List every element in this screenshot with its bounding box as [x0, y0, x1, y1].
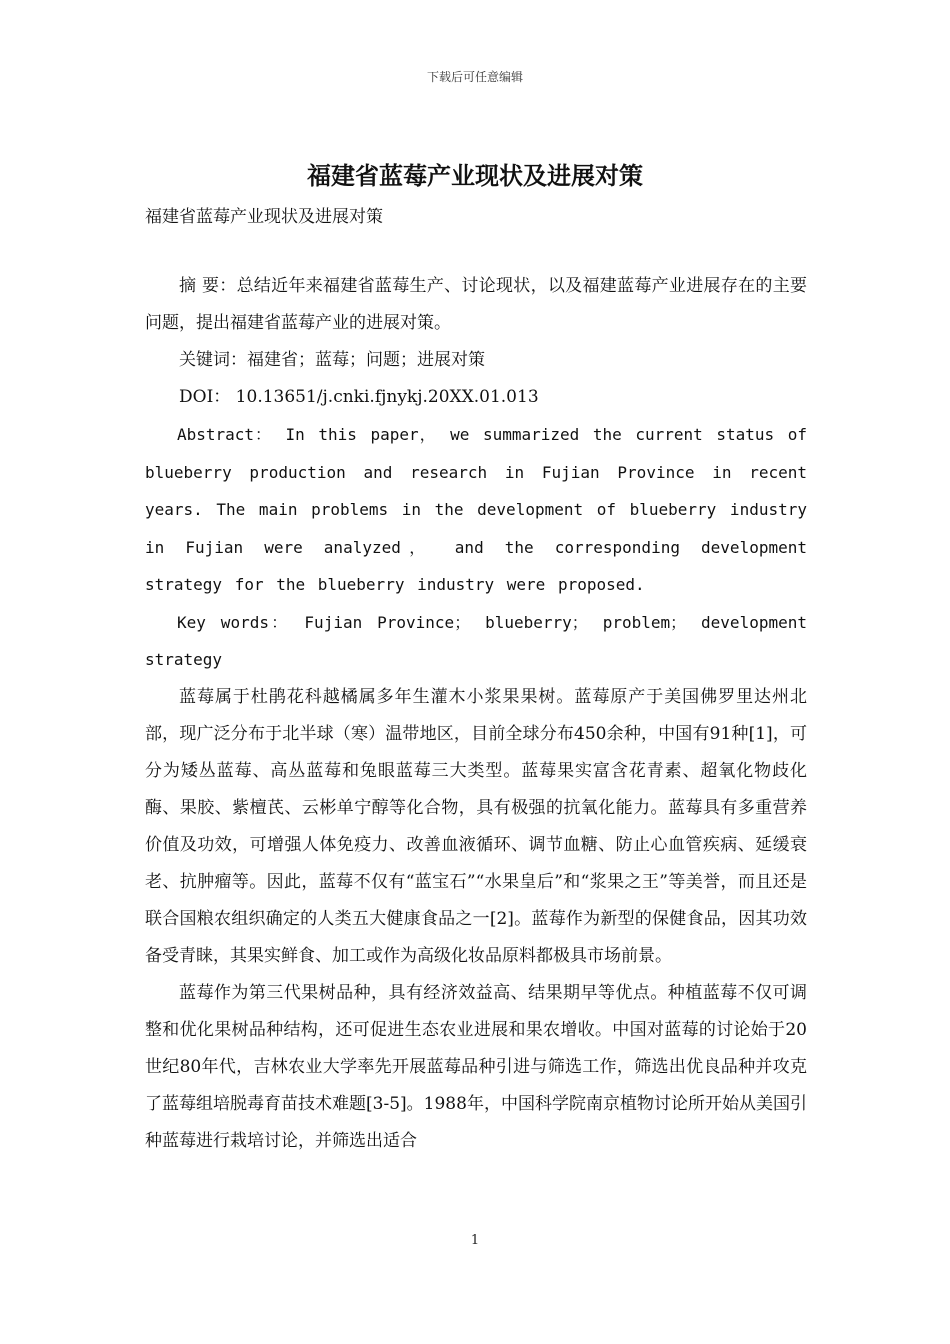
document-body	[145, 268, 807, 1160]
document-subtitle: 福建省蓝莓产业现状及进展对策	[145, 207, 383, 227]
abstract-cn: 摘 要：总结近年来福建省蓝莓生产、讨论现状，以及福建蓝莓产业进展存在的主要问题，提出福建省蓝莓产业的进展对策。	[145, 276, 807, 333]
body-paragraph-2: 蓝莓作为第三代果树品种，具有经济效益高、结果期早等优点。种植蓝莓不仅可调整和优化果树品种结构，还可促进生态农业进展和果农增收。中国对蓝莓的讨论始于20世纪80年代，吉林农业大学率先开展蓝莓品种引进与筛选工作，筛选出优良品种并攻克了蓝莓组培脱毒育苗技术难题[3-5]。1988年，中国科学院南京植物讨论所开始从美国引种蓝莓进行栽培讨论，并筛选出适合	[145, 982, 807, 1151]
abstract-en: Abstract： In this paper， we summarized the current status of blueberry production and research in Fujian Province in recent years. The main problems in the development of blueberry industry in Fujian were analyzed， and the corresponding development strategy for the blueberry industry were proposed.	[145, 425, 807, 594]
body-paragraph-1: 蓝莓属于杜鹃花科越橘属多年生灌木小浆果果树。蓝莓原产于美国佛罗里达州北部，现广泛分布于北半球（寒）温带地区，目前全球分布450余种，中国有91种[1]，可分为矮丛蓝莓、高丛蓝莓和兔眼蓝莓三大类型。蓝莓果实富含花青素、超氧化物歧化酶、果胶、紫檀芪、云彬单宁醇等化合物，具有极强的抗氧化能力。蓝莓具有多重营养价值及功效，可增强人体免疫力、改善血液循环、调节血糖、防止心血管疾病、延缓衰老、抗肿瘤等。因此，蓝莓不仅有“蓝宝石”“水果皇后”和“浆果之王”等美誉，而且还是联合国粮农组织确定的人类五大健康食品之一[2]。蓝莓作为新型的保健食品，因其功效备受青睐，其果实鲜食、加工或作为高级化妆品原料都极具市场前景。	[145, 686, 807, 966]
header-note: 下载后可任意编辑	[426, 70, 523, 84]
keywords-cn: 关键词：福建省；蓝莓；问题；进展对策	[179, 350, 485, 370]
doi-line: DOI： 10.13651/j.cnki.fjnykj.20XX.01.013	[179, 387, 539, 407]
keywords-en: Key words： Fujian Province； blueberry； problem； development strategy	[145, 612, 807, 669]
document-title: 福建省蓝莓产业现状及进展对策	[307, 162, 643, 190]
page-number: 1	[470, 1233, 480, 1248]
